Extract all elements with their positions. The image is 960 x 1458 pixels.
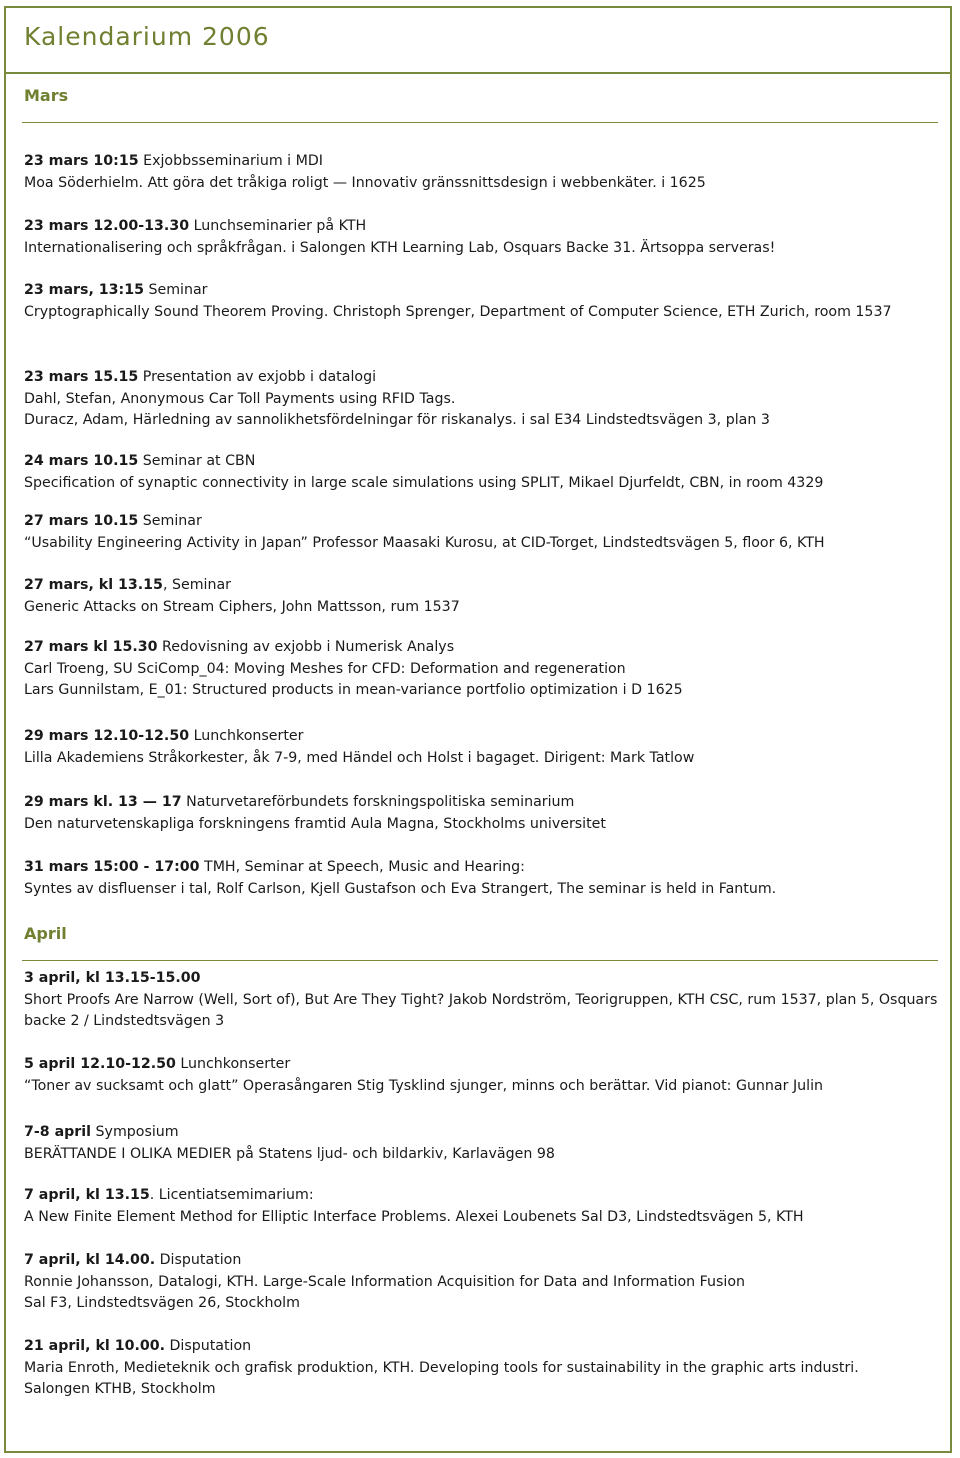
event-item <box>24 280 939 323</box>
event-date: 5 april 12.10-12.50 <box>24 1056 176 1072</box>
event-heading: Presentation av exjobb i datalogi <box>138 369 377 385</box>
event-detail: A New Finite Element Method for Elliptic Interface Problems. Alexei Loubenets Sal D3, Lindstedtsvägen 5, KTH <box>24 1208 804 1225</box>
event-detail: Short Proofs Are Narrow (Well, Sort of), But Are They Tight? Jakob Nordström, Teorigruppen, KTH CSC, rum 1537, plan 5, Osquars backe 2 / Lindstedtsvägen 3 <box>24 991 938 1030</box>
event-date: 7 april, kl 13.15 <box>24 1187 150 1203</box>
event-detail: Sal F3, Lindstedtsvägen 26, Stockholm <box>24 1295 300 1312</box>
event-date: 23 mars 15.15 <box>24 369 139 385</box>
event-item <box>24 1250 939 1315</box>
event-item <box>24 216 939 259</box>
event-heading: , Seminar <box>162 577 231 593</box>
event-detail: Lars Gunnilstam, E_01: Structured products in mean-variance portfolio optimization i D 1625 <box>24 682 683 699</box>
event-date: 21 april, kl 10.00. <box>24 1338 165 1354</box>
event-heading: Exjobbsseminarium i MDI <box>138 153 323 169</box>
month-divider-april <box>22 960 938 961</box>
event-detail: Duracz, Adam, Härledning av sannolikhetsfördelningar för riskanalys. i sal E34 Lindstedtsvägen 3, plan 3 <box>24 412 770 429</box>
event-detail: Moa Söderhielm. Att göra det tråkiga roligt — Innovativ gränssnittsdesign i webbenkäter. i 1625 <box>24 174 706 191</box>
event-detail: Syntes av disfluenser i tal, Rolf Carlson, Kjell Gustafson och Eva Strangert, The seminar is held in Fantum. <box>24 880 777 897</box>
event-heading: Naturvetareförbundets forskningspolitiska seminarium <box>181 794 575 810</box>
event-detail: “Toner av sucksamt och glatt” Operasångaren Stig Tysklind sjunger, minns och berättar. Vid pianot: Gunnar Julin <box>24 1077 824 1094</box>
event-item <box>24 451 939 494</box>
event-heading: Disputation <box>164 1338 252 1354</box>
month-heading-mars: Mars <box>24 86 69 105</box>
event-item <box>24 1122 939 1165</box>
event-item <box>24 1336 939 1401</box>
month-heading-april: April <box>24 924 67 943</box>
title-bar <box>6 8 950 74</box>
event-heading: . Licentiatsemimarium: <box>149 1187 314 1203</box>
event-date: 7 april, kl 14.00. <box>24 1252 156 1268</box>
event-item <box>24 1185 939 1228</box>
event-detail: Cryptographically Sound Theorem Proving. Christoph Sprenger, Department of Computer Science, ETH Zurich, room 1537 <box>24 303 892 320</box>
event-date: 27 mars 10.15 <box>24 513 139 529</box>
event-detail: “Usability Engineering Activity in Japan” Professor Maasaki Kurosu, at CID-Torget, Lindstedtsvägen 5, floor 6, KTH <box>24 534 825 551</box>
event-heading: Seminar <box>138 513 202 529</box>
event-detail: Lilla Akademiens Stråkorkester, åk 7-9, med Händel och Holst i bagaget. Dirigent: Mark Tatlow <box>24 749 695 766</box>
event-detail: Internationalisering och språkfrågan. i Salongen KTH Learning Lab, Osquars Backe 31. Ärtsoppa serveras! <box>24 239 776 256</box>
page-title: Kalendarium 2006 <box>24 22 270 51</box>
event-item <box>24 968 939 1033</box>
event-detail: Specification of synaptic connectivity in large scale simulations using SPLIT, Mikael Djurfeldt, CBN, in room 4329 <box>24 474 824 491</box>
event-item <box>24 511 939 554</box>
event-detail: Ronnie Johansson, Datalogi, KTH. Large-Scale Information Acquisition for Data and Information Fusion <box>24 1273 746 1290</box>
event-detail: BERÄTTANDE I OLIKA MEDIER på Statens ljud- och bildarkiv, Karlavägen 98 <box>24 1145 555 1162</box>
event-heading: Lunchkonserter <box>175 1056 291 1072</box>
event-item <box>24 1054 939 1097</box>
event-date: 7-8 april <box>24 1124 92 1140</box>
event-item <box>24 726 939 769</box>
event-item <box>24 792 939 835</box>
event-date: 31 mars 15:00 - 17:00 <box>24 859 200 875</box>
event-date: 27 mars kl 15.30 <box>24 639 158 655</box>
event-date: 23 mars 10:15 <box>24 153 139 169</box>
event-heading: Seminar <box>143 282 208 298</box>
event-heading: Disputation <box>155 1252 242 1268</box>
event-detail: Den naturvetenskapliga forskningens framtid Aula Magna, Stockholms universitet <box>24 815 606 832</box>
event-item <box>24 575 939 618</box>
event-detail: Carl Troeng, SU SciComp_04: Moving Meshes for CFD: Deformation and regeneration <box>24 660 626 677</box>
event-date: 27 mars, kl 13.15 <box>24 577 163 593</box>
event-detail: Dahl, Stefan, Anonymous Car Toll Payments using RFID Tags. <box>24 390 456 407</box>
month-divider-mars <box>22 122 938 123</box>
event-date: 23 mars 12.00-13.30 <box>24 218 190 234</box>
event-heading: Redovisning av exjobb i Numerisk Analys <box>157 639 455 655</box>
event-detail: Generic Attacks on Stream Ciphers, John Mattsson, rum 1537 <box>24 598 460 615</box>
event-date: 24 mars 10.15 <box>24 453 139 469</box>
event-detail: Maria Enroth, Medieteknik och grafisk produktion, KTH. Developing tools for sustainability in the graphic arts industri. Salongen KTHB, Stockholm <box>24 1359 859 1398</box>
event-heading: Lunchseminarier på KTH <box>189 218 367 234</box>
event-date: 23 mars, 13:15 <box>24 282 144 298</box>
event-heading: Lunchkonserter <box>189 728 304 744</box>
event-heading: Seminar at CBN <box>138 453 256 469</box>
event-item <box>24 367 939 432</box>
event-date: 29 mars 12.10-12.50 <box>24 728 190 744</box>
event-item <box>24 857 939 900</box>
event-date: 3 april, kl 13.15-15.00 <box>24 970 201 986</box>
event-heading: Symposium <box>91 1124 179 1140</box>
event-item <box>24 637 939 702</box>
event-item <box>24 151 939 194</box>
event-heading: TMH, Seminar at Speech, Music and Hearing: <box>199 859 525 875</box>
event-date: 29 mars kl. 13 — 17 <box>24 794 182 810</box>
